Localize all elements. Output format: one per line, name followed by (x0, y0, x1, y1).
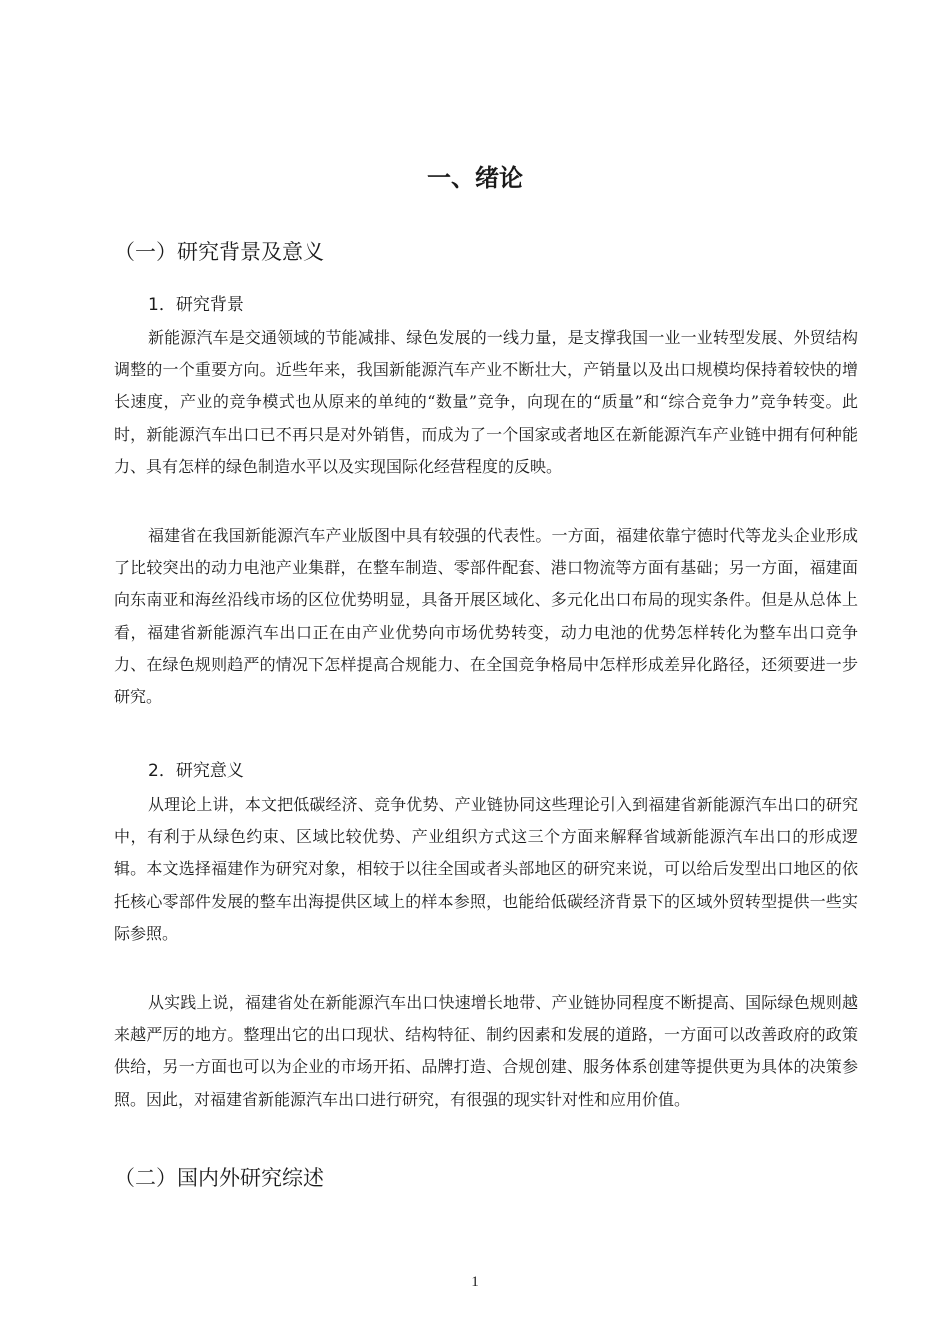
paragraph-background-1: 新能源汽车是交通领域的节能减排、绿色发展的一线力量，是支撑我国一业一业转型发展、外贸结构调整的一个重要方向。近些年来，我国新能源汽车产业不断壮大，产销量以及出口规模均保持着较快的增长速度，产业的竞争模式也从原来的单纯的“数量”竞争，向现在的“质量”和“综合竞争力”竞争转变。此时，新能源汽车出口已不再只是对外销售，而成为了一个国家或者地区在新能源汽车产业链中拥有何种能力、具有怎样的绿色制造水平以及实现国际化经营程度的反映。 (114, 328, 858, 476)
subsection-title-research-significance: 2．研究意义 (148, 761, 244, 781)
page-number: 1 (471, 1274, 479, 1290)
subsection-title-research-background: 1．研究背景 (148, 295, 244, 315)
chapter-title: 一、绪论 (427, 164, 523, 192)
paragraph-significance-1: 从理论上讲，本文把低碳经济、竞争优势、产业链协同这些理论引入到福建省新能源汽车出口的研究中，有利于从绿色约束、区域比较优势、产业组织方式这三个方面来解释省域新能源汽车出口的形成逻辑。本文选择福建作为研究对象，相较于以往全国或者头部地区的研究来说，可以给后发型出口地区的依托核心零部件发展的整车出海提供区域上的样本参照，也能给低碳经济背景下的区域外贸转型提供一些实际参照。 (114, 795, 858, 943)
paragraph-background-2: 福建省在我国新能源汽车产业版图中具有较强的代表性。一方面，福建依靠宁德时代等龙头企业形成了比较突出的动力电池产业集群，在整车制造、零部件配套、港口物流等方面有基础；另一方面，福建面向东南亚和海丝沿线市场的区位优势明显，具备开展区域化、多元化出口布局的现实条件。但是从总体上看，福建省新能源汽车出口正在由产业优势向市场优势转变，动力电池的优势怎样转化为整车出口竞争力、在绿色规则趋严的情况下怎样提高合规能力、在全国竞争格局中怎样形成差异化路径，还须要进一步研究。 (114, 526, 858, 707)
paragraph-significance-2: 从实践上说，福建省处在新能源汽车出口快速增长地带、产业链协同程度不断提高、国际绿色规则越来越严厉的地方。整理出它的出口现状、结构特征、制约因素和发展的道路，一方面可以改善政府的政策供给，另一方面也可以为企业的市场开拓、品牌打造、合规创建、服务体系创建等提供更为具体的决策参照。因此，对福建省新能源汽车出口进行研究，有很强的现实针对性和应用价值。 (114, 993, 858, 1109)
section-title-literature-review: （二）国内外研究综述 (114, 1166, 324, 1190)
section-title-background: （一）研究背景及意义 (114, 240, 324, 264)
